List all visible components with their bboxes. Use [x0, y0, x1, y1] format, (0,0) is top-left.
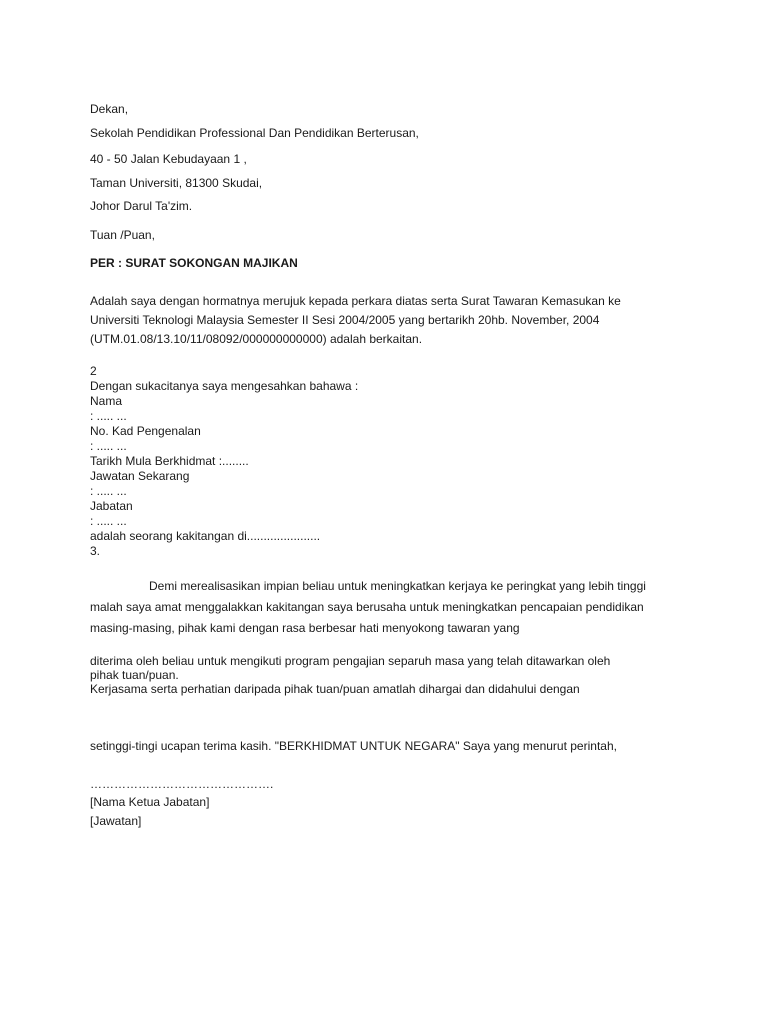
field-label-jabatan: Jabatan	[90, 499, 133, 513]
signature-line: ……………………………………….	[90, 777, 274, 791]
confirm-text: Dengan sukacitanya saya mengesahkan bahawa :	[90, 379, 359, 393]
body-line: pihak tuan/puan.	[90, 668, 179, 682]
field-value-jawatan: : ..... ...	[90, 484, 127, 498]
salutation: Tuan /Puan,	[90, 228, 155, 242]
section-3-number: 3.	[90, 544, 101, 558]
body-line: malah saya amat menggalakkan kakitangan saya berusaha untuk meningkatkan pencapaian pendidikan	[90, 600, 644, 614]
subject-line: PER : SURAT SOKONGAN MAJIKAN	[90, 256, 298, 270]
field-label-kad-pengenalan: No. Kad Pengenalan	[90, 424, 201, 438]
field-label-nama: Nama	[90, 394, 123, 408]
body-line: diterima oleh beliau untuk mengikuti program pengajian separuh masa yang telah ditawarkan oleh	[90, 654, 611, 668]
closing-line: setinggi-tingi ucapan terima kasih. "BERKHIDMAT UNTUK NEGARA" Saya yang menurut perintah,	[90, 739, 617, 753]
recipient-title: Dekan,	[90, 102, 129, 116]
field-kakitangan: adalah seorang kakitangan di......................	[90, 529, 321, 543]
field-value-nama: : ..... ...	[90, 409, 127, 423]
field-label-jawatan: Jawatan Sekarang	[90, 469, 190, 483]
body-line: Kerjasama serta perhatian daripada pihak tuan/puan amatlah dihargai dan didahului dengan	[90, 682, 580, 696]
recipient-address-line-1: 40 - 50 Jalan Kebudayaan 1 ,	[90, 152, 247, 166]
recipient-address-line-2: Taman Universiti, 81300 Skudai,	[90, 176, 263, 190]
body-line: Demi merealisasikan impian beliau untuk meningkatkan kerjaya ke peringkat yang lebih tinggi	[149, 579, 646, 593]
recipient-institution: Sekolah Pendidikan Professional Dan Pendidikan Berterusan,	[90, 126, 419, 140]
field-tarikh-mula: Tarikh Mula Berkhidmat :........	[90, 454, 249, 468]
signatory-position: [Jawatan]	[90, 814, 142, 828]
intro-line: (UTM.01.08/13.10/11/08092/000000000000) adalah berkaitan.	[90, 332, 423, 346]
intro-line: Adalah saya dengan hormatnya merujuk kepada perkara diatas serta Surat Tawaran Kemasukan ke	[90, 294, 621, 308]
field-value-jabatan: : ..... ...	[90, 514, 127, 528]
recipient-address-line-3: Johor Darul Ta'zim.	[90, 199, 193, 213]
intro-line: Universiti Teknologi Malaysia Semester II Sesi 2004/2005 yang bertarikh 20hb. November, 2004	[90, 313, 600, 327]
field-value-kad-pengenalan: : ..... ...	[90, 439, 127, 453]
signatory-name: [Nama Ketua Jabatan]	[90, 795, 210, 809]
body-line: masing-masing, pihak kami dengan rasa berbesar hati menyokong tawaran yang	[90, 621, 520, 635]
section-2-number: 2	[90, 364, 97, 378]
